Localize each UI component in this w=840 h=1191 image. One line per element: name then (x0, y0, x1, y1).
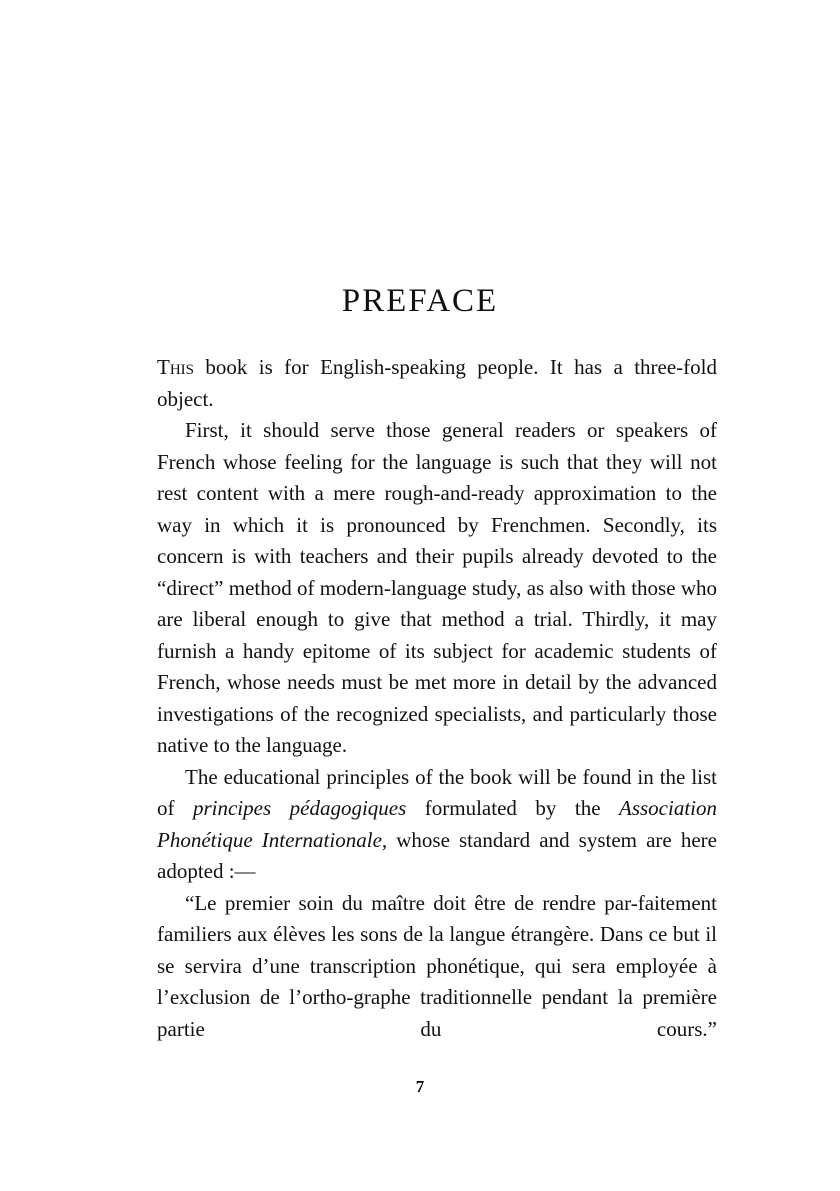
lead-word: This (157, 355, 194, 379)
page-number: 7 (415, 1077, 425, 1096)
paragraph-intro (157, 352, 717, 415)
principles-text-start: The educational principles of the book will be found in the list of (157, 764, 717, 820)
association-name-italic: Association Phonétique Internationale, (157, 796, 717, 852)
page-title: PREFACE (341, 283, 499, 319)
paragraph-intro-text: book is for English-speaking people. It has a three-fold object. (157, 355, 717, 411)
principes-pedagogiques-italic: principes pédagogiques (192, 796, 407, 820)
principles-text-middle: formulated by the (406, 796, 619, 820)
french-quotation: “Le premier soin du maître doit être de rendre par-faitement familiers aux élèves les sons de la langue étrangère. Dans ce but il se servira d’une transcription phonétique, qui sera employée à l’exclusion de l’ortho-graphe traditionnelle pendant la première partie du cours.” (157, 890, 717, 1041)
paragraph-objects: First, it should serve those general readers or speakers of French whose feeling for the language is such that they will not rest content with a mere rough-and-ready approximation to the way in which it is pronounced by Frenchmen. Secondly, its concern is with teachers and their pupils already devoted to the “direct” method of modern-language study, as also with those who are liberal enough to give that method a trial. Thirdly, it may furnish a handy epitome of its subject for academic students of French, whose needs must be met more in detail by the advanced investigations of the recognized specialists, and particularly those native to the language. (157, 418, 717, 757)
paragraph-principles (157, 762, 717, 888)
principles-text-end: whose standard and system are here adopted :— (157, 827, 717, 883)
preface-body (157, 352, 717, 1045)
